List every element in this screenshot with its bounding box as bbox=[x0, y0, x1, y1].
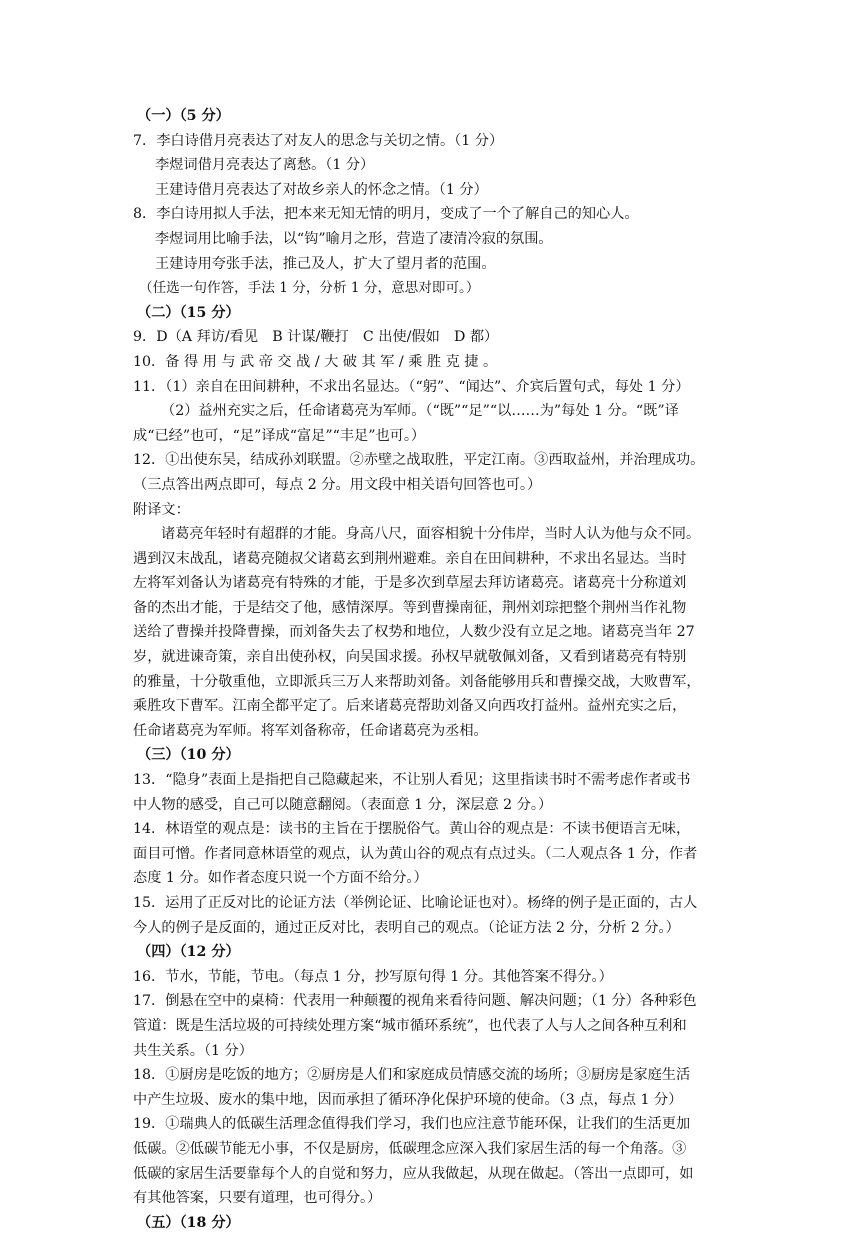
text-line: 共生关系。（1 分） bbox=[133, 1042, 253, 1059]
section-heading: （四）（12 分） bbox=[137, 944, 240, 961]
text-line: （2）益州充实之后，任命诸葛亮为军师。（“既”“足”“以……为”每处 1 分。“既”译 bbox=[161, 403, 679, 420]
text-line: 13．“隐身”表面上是指把自己隐藏起来，不让别人看见；这里指读书时不需考虑作者或书 bbox=[133, 772, 691, 789]
text-line: 任命诸葛亮为军师。将军刘备称帝，任命诸葛亮为丞相。 bbox=[133, 722, 488, 739]
text-line: 王建诗借月亮表达了对故乡亲人的怀念之情。（1 分） bbox=[155, 181, 488, 198]
text-line: 岁，就进谏奇策，亲自出使孙权，向吴国求援。孙权早就敬佩刘备，又看到诸葛亮有特别 bbox=[133, 649, 687, 666]
text-line: 低碳的家居生活要靠每个人的自觉和努力，应从我做起，从现在做起。（答出一点即可，如 bbox=[133, 1165, 694, 1182]
section-heading: （一）（5 分） bbox=[137, 108, 230, 124]
text-line: 10．备 得 用 与 武 帝 交 战 / 大 破 其 军 / 乘 胜 克 捷 。 bbox=[133, 353, 498, 370]
section-heading: （三）（10 分） bbox=[137, 747, 240, 764]
text-line: 中人物的感受，自己可以随意翻阅。（表面意 1 分，深层意 2 分。） bbox=[133, 796, 553, 813]
text-line: 11．（1）亲自在田间耕种，不求出名显达。（“躬”、“闻达”、介宾后置句式，每处 1 分） bbox=[133, 378, 690, 395]
text-line: 附译文： bbox=[133, 501, 190, 518]
text-line: 左将军刘备认为诸葛亮有特殊的才能，于是多次到草屋去拜访诸葛亮。诸葛亮十分称道刘 bbox=[133, 575, 687, 592]
text-line: 管道：既是生活垃圾的可持续处理方案“城市循环系统”，也代表了人与人之间各种互利和 bbox=[133, 1017, 687, 1034]
text-line: 14．林语堂的观点是：读书的主旨在于摆脱俗气。黄山谷的观点是：不读书便语言无味， bbox=[133, 821, 691, 838]
text-line: 9．D（A 拜访/看见 B 计谋/鞭打 C 出使/假如 D 都） bbox=[133, 329, 499, 346]
text-line: 乘胜攻下曹军。江南全都平定了。后来诸葛亮帮助刘备又向西攻打益州。益州充实之后， bbox=[133, 698, 687, 715]
text-line: 王建诗用夸张手法，推己及人，扩大了望月者的范围。 bbox=[155, 255, 496, 272]
text-line: 遇到汉末战乱，诸葛亮随叔父诸葛玄到荆州避难。亲自在田间耕种，不求出名显达。当时 bbox=[133, 550, 687, 567]
text-line: 成“已经”也可，“足”译成“富足”“丰足”也可。） bbox=[133, 427, 426, 444]
text-line: 态度 1 分。如作者态度只说一个方面不给分。） bbox=[133, 870, 428, 887]
text-line: 18．①厨房是吃饭的地方；②厨房是人们和家庭成员情感交流的场所；③厨房是家庭生活 bbox=[133, 1067, 691, 1084]
text-line: 8．李白诗用拟人手法，把本来无知无情的明月，变成了一个了解自己的知心人。 bbox=[133, 206, 639, 223]
text-line: 12．①出使东吴，结成孙刘联盟。②赤壁之战取胜，平定江南。③西取益州，并治理成功。 bbox=[133, 452, 705, 469]
text-line: 7．李白诗借月亮表达了对友人的思念与关切之情。（1 分） bbox=[133, 132, 504, 149]
text-line: 中产生垃圾、废水的集中地，因而承担了循环净化保护环境的使命。（3 点，每点 1 分） bbox=[133, 1091, 683, 1108]
answer-key-text bbox=[133, 104, 741, 1235]
section-heading: （二）（15 分） bbox=[137, 304, 240, 321]
text-line: 诸葛亮年轻时有超群的才能。身高八尺，面容相貌十分伟岸，当时人认为他与众不同。 bbox=[161, 526, 701, 543]
text-line: 今人的例子是反面的，通过正反对比，表明自己的观点。（论证方法 2 分，分析 2 分。） bbox=[133, 919, 680, 936]
section-heading: （五）（18 分） bbox=[137, 1214, 240, 1231]
text-line: 送给了曹操并投降曹操，而刘备失去了权势和地位，人数少没有立足之地。诸葛亮当年 27 bbox=[133, 624, 695, 641]
text-line: （三点答出两点即可，每点 2 分。用文段中相关语句回答也可。） bbox=[133, 476, 542, 493]
text-line: （任选一句作答，手法 1 分，分析 1 分，意思对即可。） bbox=[139, 280, 480, 297]
text-line: 的雅量，十分敬重他，立即派兵三万人来帮助刘备。刘备能够用兵和曹操交战，大败曹军， bbox=[133, 673, 701, 690]
text-line: 李煜词用比喻手法，以“钩”喻月之形，营造了凄清冷寂的氛围。 bbox=[155, 230, 553, 247]
text-line: 李煜词借月亮表达了离愁。（1 分） bbox=[155, 157, 375, 174]
text-line: 16．节水，节能，节电。（每点 1 分，抄写原句得 1 分。其他答案不得分。） bbox=[133, 968, 613, 985]
text-line: 有其他答案，只要有道理，也可得分。） bbox=[133, 1190, 382, 1207]
text-line: 备的杰出才能，于是结交了他，感情深厚。等到曹操南征，荆州刘琮把整个荆州当作礼物 bbox=[133, 599, 687, 616]
text-line: 低碳。②低碳节能无小事，不仅是厨房，低碳理念应深入我们家居生活的每一个角落。③ bbox=[133, 1140, 687, 1157]
text-line: 面目可憎。作者同意林语堂的观点，认为黄山谷的观点有点过头。（二人观点各 1 分，作者 bbox=[133, 845, 698, 862]
text-line: 15．运用了正反对比的论证方法（举例论证、比喻论证也对）。杨绛的例子是正面的，古人 bbox=[133, 895, 698, 911]
text-line: 19．①瑞典人的低碳生活理念值得我们学习，我们也应注意节能环保，让我们的生活更加 bbox=[133, 1116, 691, 1133]
text-line: 17．倒悬在空中的桌椅：代表用一种颠覆的视角来看待问题、解决问题；（1 分）各种彩色 bbox=[133, 993, 697, 1010]
